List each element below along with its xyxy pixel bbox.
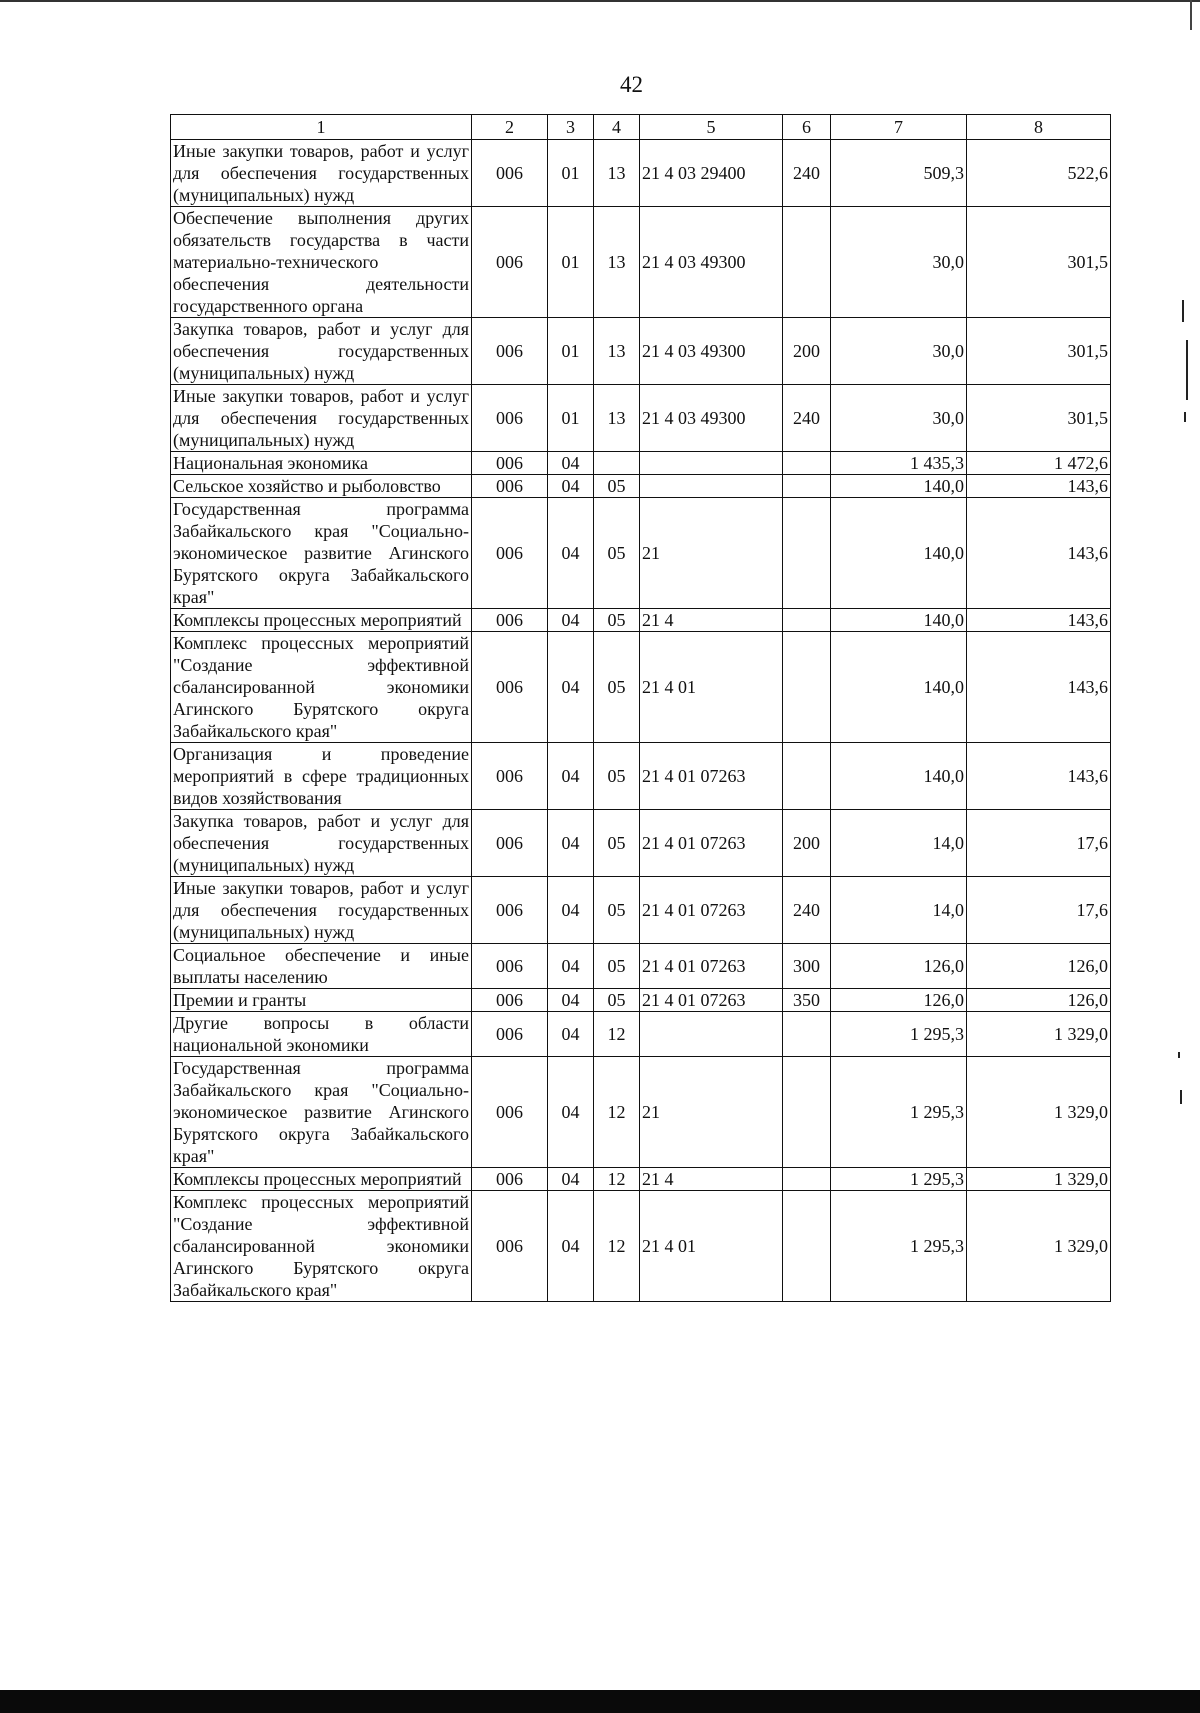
amount-col7-cell: 140,0	[831, 743, 967, 810]
header-cell: 6	[783, 115, 831, 140]
subsection-code-cell: 05	[594, 609, 640, 632]
expense-type-cell	[783, 452, 831, 475]
amount-col7-cell: 30,0	[831, 207, 967, 318]
item-name-cell: Другие вопросы в области национальной экономики	[171, 1012, 472, 1057]
expense-type-cell	[783, 207, 831, 318]
table-row	[171, 810, 1111, 877]
header-cell: 4	[594, 115, 640, 140]
amount-col8-cell: 301,5	[967, 385, 1111, 452]
amount-col7-cell: 14,0	[831, 810, 967, 877]
department-code-cell: 006	[472, 609, 548, 632]
department-code-cell: 006	[472, 1168, 548, 1191]
department-code-cell: 006	[472, 632, 548, 743]
subsection-code-cell: 05	[594, 743, 640, 810]
department-code-cell: 006	[472, 1191, 548, 1302]
table-row	[171, 318, 1111, 385]
section-code-cell: 04	[548, 944, 594, 989]
item-name-cell: Государственная программа Забайкальского края "Социально-экономическое развитие Агинского Бурятского округа Забайкальского края"	[171, 498, 472, 609]
expense-type-cell: 240	[783, 385, 831, 452]
target-article-cell: 21 4 01	[640, 632, 783, 743]
table-row	[171, 207, 1111, 318]
section-code-cell: 04	[548, 1057, 594, 1168]
amount-col7-cell: 140,0	[831, 609, 967, 632]
subsection-code-cell: 12	[594, 1168, 640, 1191]
header-cell: 7	[831, 115, 967, 140]
section-code-cell: 04	[548, 743, 594, 810]
amount-col7-cell: 14,0	[831, 877, 967, 944]
table-row	[171, 877, 1111, 944]
target-article-cell: 21 4 03 29400	[640, 140, 783, 207]
section-code-cell: 04	[548, 877, 594, 944]
table-row	[171, 632, 1111, 743]
expense-type-cell: 200	[783, 318, 831, 385]
department-code-cell: 006	[472, 498, 548, 609]
target-article-cell: 21 4 03 49300	[640, 318, 783, 385]
subsection-code-cell: 13	[594, 318, 640, 385]
target-article-cell: 21	[640, 498, 783, 609]
table-header-row	[171, 115, 1111, 140]
amount-col8-cell: 126,0	[967, 944, 1111, 989]
section-code-cell: 04	[548, 498, 594, 609]
header-cell: 2	[472, 115, 548, 140]
expense-type-cell: 300	[783, 944, 831, 989]
table-row	[171, 743, 1111, 810]
department-code-cell: 006	[472, 1012, 548, 1057]
department-code-cell: 006	[472, 207, 548, 318]
header-cell: 5	[640, 115, 783, 140]
section-code-cell: 01	[548, 140, 594, 207]
amount-col7-cell: 126,0	[831, 944, 967, 989]
amount-col7-cell: 1 295,3	[831, 1012, 967, 1057]
amount-col8-cell: 143,6	[967, 632, 1111, 743]
table-row	[171, 1012, 1111, 1057]
section-code-cell: 01	[548, 318, 594, 385]
item-name-cell: Организация и проведение мероприятий в сфере традиционных видов хозяйствования	[171, 743, 472, 810]
scan-right-border	[1190, 0, 1192, 30]
subsection-code-cell: 12	[594, 1057, 640, 1168]
table-row	[171, 498, 1111, 609]
item-name-cell: Иные закупки товаров, работ и услуг для обеспечения государственных (муниципальных) нужд	[171, 385, 472, 452]
amount-col7-cell: 140,0	[831, 632, 967, 743]
target-article-cell: 21 4 01 07263	[640, 877, 783, 944]
amount-col8-cell: 1 329,0	[967, 1168, 1111, 1191]
item-name-cell: Комплекс процессных мероприятий "Создание эффективной сбалансированной экономики Агинского Бурятского округа Забайкальского края"	[171, 632, 472, 743]
subsection-code-cell: 13	[594, 140, 640, 207]
section-code-cell: 04	[548, 452, 594, 475]
table-row	[171, 385, 1111, 452]
table-row	[171, 944, 1111, 989]
department-code-cell: 006	[472, 452, 548, 475]
section-code-cell: 01	[548, 207, 594, 318]
header-cell: 8	[967, 115, 1111, 140]
subsection-code-cell: 05	[594, 810, 640, 877]
amount-col8-cell: 1 329,0	[967, 1012, 1111, 1057]
item-name-cell: Комплекс процессных мероприятий "Создание эффективной сбалансированной экономики Агинского Бурятского округа Забайкальского края"	[171, 1191, 472, 1302]
section-code-cell: 04	[548, 1191, 594, 1302]
table-row	[171, 1191, 1111, 1302]
scan-speck	[1182, 300, 1184, 322]
subsection-code-cell: 05	[594, 475, 640, 498]
expense-type-cell: 240	[783, 140, 831, 207]
table-row	[171, 452, 1111, 475]
expense-type-cell: 350	[783, 989, 831, 1012]
amount-col7-cell: 509,3	[831, 140, 967, 207]
item-name-cell: Иные закупки товаров, работ и услуг для обеспечения государственных (муниципальных) нужд	[171, 140, 472, 207]
target-article-cell: 21 4 01 07263	[640, 944, 783, 989]
amount-col8-cell: 143,6	[967, 609, 1111, 632]
table-row	[171, 1057, 1111, 1168]
target-article-cell	[640, 452, 783, 475]
expense-type-cell	[783, 743, 831, 810]
target-article-cell: 21	[640, 1057, 783, 1168]
amount-col8-cell: 1 329,0	[967, 1191, 1111, 1302]
amount-col8-cell: 17,6	[967, 810, 1111, 877]
item-name-cell: Комплексы процессных мероприятий	[171, 609, 472, 632]
expense-type-cell	[783, 1057, 831, 1168]
target-article-cell: 21 4 01 07263	[640, 989, 783, 1012]
amount-col7-cell: 1 435,3	[831, 452, 967, 475]
item-name-cell: Премии и гранты	[171, 989, 472, 1012]
subsection-code-cell: 13	[594, 207, 640, 318]
amount-col7-cell: 126,0	[831, 989, 967, 1012]
expense-type-cell	[783, 1012, 831, 1057]
item-name-cell: Государственная программа Забайкальского края "Социально-экономическое развитие Агинского Бурятского округа Забайкальского края"	[171, 1057, 472, 1168]
item-name-cell: Комплексы процессных мероприятий	[171, 1168, 472, 1191]
table-row	[171, 609, 1111, 632]
expense-type-cell	[783, 475, 831, 498]
amount-col8-cell: 1 329,0	[967, 1057, 1111, 1168]
amount-col8-cell: 1 472,6	[967, 452, 1111, 475]
section-code-cell: 04	[548, 989, 594, 1012]
subsection-code-cell: 05	[594, 498, 640, 609]
target-article-cell: 21 4	[640, 609, 783, 632]
table-row	[171, 1168, 1111, 1191]
amount-col7-cell: 1 295,3	[831, 1168, 967, 1191]
subsection-code-cell: 13	[594, 385, 640, 452]
section-code-cell: 01	[548, 385, 594, 452]
item-name-cell: Закупка товаров, работ и услуг для обеспечения государственных (муниципальных) нужд	[171, 810, 472, 877]
header-cell: 3	[548, 115, 594, 140]
scan-speck	[1184, 412, 1186, 422]
header-cell: 1	[171, 115, 472, 140]
target-article-cell: 21 4 03 49300	[640, 207, 783, 318]
department-code-cell: 006	[472, 385, 548, 452]
table-row	[171, 140, 1111, 207]
amount-col8-cell: 301,5	[967, 318, 1111, 385]
scan-speck	[1180, 1090, 1182, 1104]
amount-col7-cell: 30,0	[831, 385, 967, 452]
target-article-cell	[640, 475, 783, 498]
section-code-cell: 04	[548, 1012, 594, 1057]
amount-col8-cell: 17,6	[967, 877, 1111, 944]
budget-table	[170, 114, 1111, 1302]
subsection-code-cell: 05	[594, 632, 640, 743]
item-name-cell: Обеспечение выполнения других обязательств государства в части материально-технического обеспечения деятельности государственного органа	[171, 207, 472, 318]
table-row	[171, 475, 1111, 498]
item-name-cell: Сельское хозяйство и рыболовство	[171, 475, 472, 498]
expense-type-cell	[783, 498, 831, 609]
target-article-cell: 21 4 01 07263	[640, 743, 783, 810]
subsection-code-cell: 12	[594, 1012, 640, 1057]
scan-top-border	[0, 0, 1200, 2]
amount-col8-cell: 143,6	[967, 475, 1111, 498]
item-name-cell: Закупка товаров, работ и услуг для обеспечения государственных (муниципальных) нужд	[171, 318, 472, 385]
table-row	[171, 989, 1111, 1012]
department-code-cell: 006	[472, 989, 548, 1012]
amount-col8-cell: 143,6	[967, 743, 1111, 810]
expense-type-cell: 240	[783, 877, 831, 944]
expense-type-cell	[783, 1191, 831, 1302]
department-code-cell: 006	[472, 318, 548, 385]
amount-col7-cell: 1 295,3	[831, 1057, 967, 1168]
amount-col8-cell: 301,5	[967, 207, 1111, 318]
section-code-cell: 04	[548, 475, 594, 498]
amount-col7-cell: 140,0	[831, 498, 967, 609]
subsection-code-cell: 05	[594, 877, 640, 944]
section-code-cell: 04	[548, 810, 594, 877]
target-article-cell: 21 4 03 49300	[640, 385, 783, 452]
amount-col7-cell: 30,0	[831, 318, 967, 385]
item-name-cell: Национальная экономика	[171, 452, 472, 475]
amount-col8-cell: 143,6	[967, 498, 1111, 609]
amount-col8-cell: 126,0	[967, 989, 1111, 1012]
expense-type-cell: 200	[783, 810, 831, 877]
department-code-cell: 006	[472, 944, 548, 989]
section-code-cell: 04	[548, 1168, 594, 1191]
department-code-cell: 006	[472, 810, 548, 877]
expense-type-cell	[783, 609, 831, 632]
scan-speck	[1178, 1052, 1180, 1058]
department-code-cell: 006	[472, 1057, 548, 1168]
department-code-cell: 006	[472, 140, 548, 207]
section-code-cell: 04	[548, 632, 594, 743]
item-name-cell: Социальное обеспечение и иные выплаты населению	[171, 944, 472, 989]
target-article-cell: 21 4 01	[640, 1191, 783, 1302]
expense-type-cell	[783, 632, 831, 743]
item-name-cell: Иные закупки товаров, работ и услуг для обеспечения государственных (муниципальных) нужд	[171, 877, 472, 944]
page-number: 42	[620, 72, 643, 97]
subsection-code-cell: 05	[594, 989, 640, 1012]
amount-col7-cell: 1 295,3	[831, 1191, 967, 1302]
scan-bottom-band	[0, 1690, 1200, 1713]
department-code-cell: 006	[472, 475, 548, 498]
scan-speck	[1186, 340, 1188, 400]
subsection-code-cell: 12	[594, 1191, 640, 1302]
target-article-cell: 21 4	[640, 1168, 783, 1191]
department-code-cell: 006	[472, 743, 548, 810]
amount-col8-cell: 522,6	[967, 140, 1111, 207]
target-article-cell: 21 4 01 07263	[640, 810, 783, 877]
subsection-code-cell	[594, 452, 640, 475]
department-code-cell: 006	[472, 877, 548, 944]
amount-col7-cell: 140,0	[831, 475, 967, 498]
section-code-cell: 04	[548, 609, 594, 632]
expense-type-cell	[783, 1168, 831, 1191]
subsection-code-cell: 05	[594, 944, 640, 989]
target-article-cell	[640, 1012, 783, 1057]
